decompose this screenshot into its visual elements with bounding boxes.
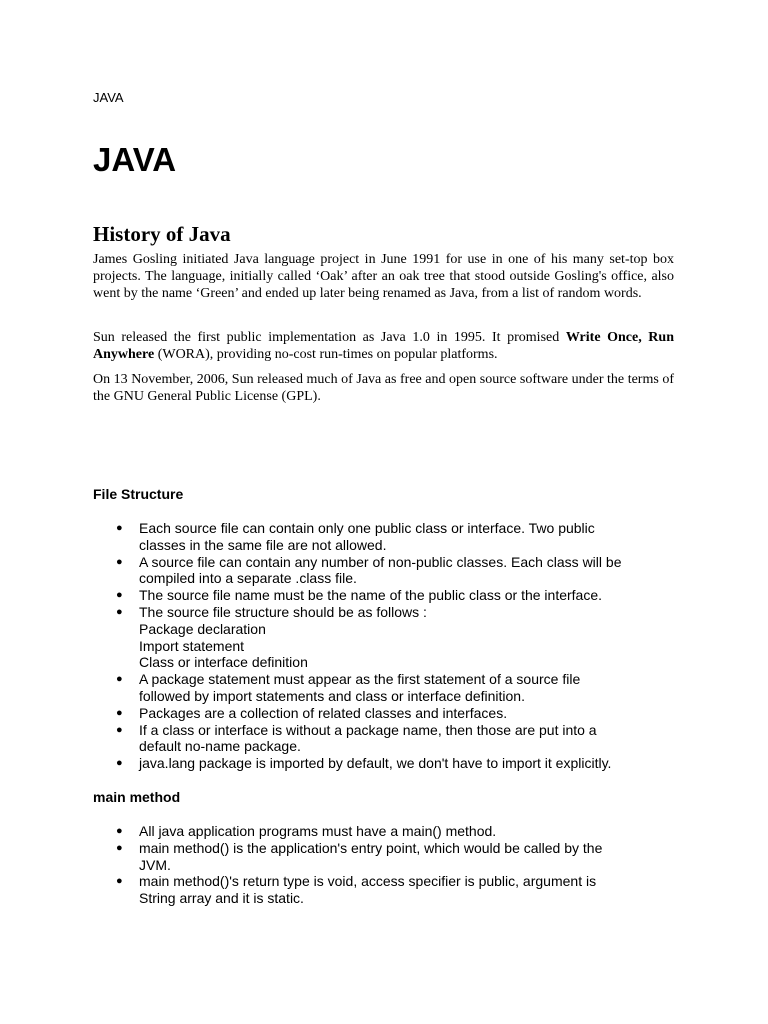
list-item xyxy=(93,823,683,840)
list-item-line: A package statement must appear as the first statement of a source file xyxy=(139,671,581,688)
list-item xyxy=(93,705,683,722)
list-item-line: Class or interface definition xyxy=(139,654,308,671)
list-item xyxy=(93,671,683,705)
list-item-line: default no-name package. xyxy=(139,738,301,755)
list-item-line: compiled into a separate .class file. xyxy=(139,570,357,587)
list-item-line: main method() is the application's entry point, which would be called by the xyxy=(139,839,603,856)
list-item-line: The source file name must be the name of the public class or the interface. xyxy=(139,587,603,604)
list-item-line: classes in the same file are not allowed. xyxy=(139,536,387,553)
list-item xyxy=(93,722,683,756)
history-paragraph-1: James Gosling initiated Java language project in June 1991 for use in one of his many set-top box projects. The language, initially called ‘Oak’ after an oak tree that stood outside Gosling's office, also went by the name ‘Green’ and ended up later being renamed as Java, from a list of random words. xyxy=(93,252,674,301)
list-item-line: All java application programs must have a main() method. xyxy=(139,823,497,839)
bullet-icon: ● xyxy=(116,522,123,534)
list-item xyxy=(93,755,683,772)
list-item-line: String array and it is static. xyxy=(139,890,304,907)
history-paragraph-3: On 13 November, 2006, Sun released much of Java as free and open source software under the terms of the GNU General Public License (GPL). xyxy=(93,372,674,404)
bullet-icon: ● xyxy=(116,706,123,719)
list-item-line: java.lang package is imported by default, we don't have to import it explicitly. xyxy=(139,755,612,772)
bullet-icon: ● xyxy=(116,757,123,770)
bullet-icon: ● xyxy=(116,673,123,686)
list-item xyxy=(93,604,683,671)
bullet-icon: ● xyxy=(116,605,123,618)
list-item-line: A source file can contain any number of non-public classes. Each class will be xyxy=(139,553,622,570)
bullet-icon: ● xyxy=(116,555,123,568)
bullet-icon: ● xyxy=(116,841,123,854)
list-item xyxy=(93,554,683,588)
history-heading: History of Java xyxy=(93,222,231,246)
main-method-list xyxy=(93,823,683,907)
bullet-icon: ● xyxy=(116,723,123,736)
file-structure-list xyxy=(93,520,683,772)
list-item xyxy=(93,587,683,604)
list-item-line: JVM. xyxy=(139,856,171,873)
document-title: JAVA xyxy=(93,141,177,178)
list-item-line: If a class or interface is without a package name, then those are put into a xyxy=(139,721,597,738)
list-item-line: The source file structure should be as follows : xyxy=(139,603,427,620)
bullet-icon: ● xyxy=(116,875,123,888)
list-item-line: Packages are a collection of related classes and interfaces. xyxy=(139,704,508,721)
bullet-icon: ● xyxy=(116,825,123,837)
para2-bold-phrase: Write Once, Run Anywhere xyxy=(93,330,674,362)
bullet-icon: ● xyxy=(116,589,123,602)
list-item-line: Import statement xyxy=(139,637,245,654)
list-item xyxy=(93,873,683,907)
para2-prefix: Sun released the first public implementation as Java 1.0 in 1995. It promised xyxy=(93,330,566,345)
list-item-line: Package declaration xyxy=(139,620,266,637)
list-item-line: followed by import statements and class or interface definition. xyxy=(139,687,525,704)
header-label: JAVA xyxy=(93,90,124,105)
list-item-line: Each source file can contain only one public class or interface. Two public xyxy=(139,520,595,536)
file-structure-heading: File Structure xyxy=(93,486,184,502)
list-item xyxy=(93,520,683,554)
para2-suffix: (WORA), providing no-cost run-times on popular platforms. xyxy=(154,347,498,362)
list-item xyxy=(93,840,683,874)
list-item-line: main method()'s return type is void, access specifier is public, argument is xyxy=(139,873,597,890)
main-method-heading: main method xyxy=(93,789,181,805)
history-paragraph-2 xyxy=(93,329,674,363)
